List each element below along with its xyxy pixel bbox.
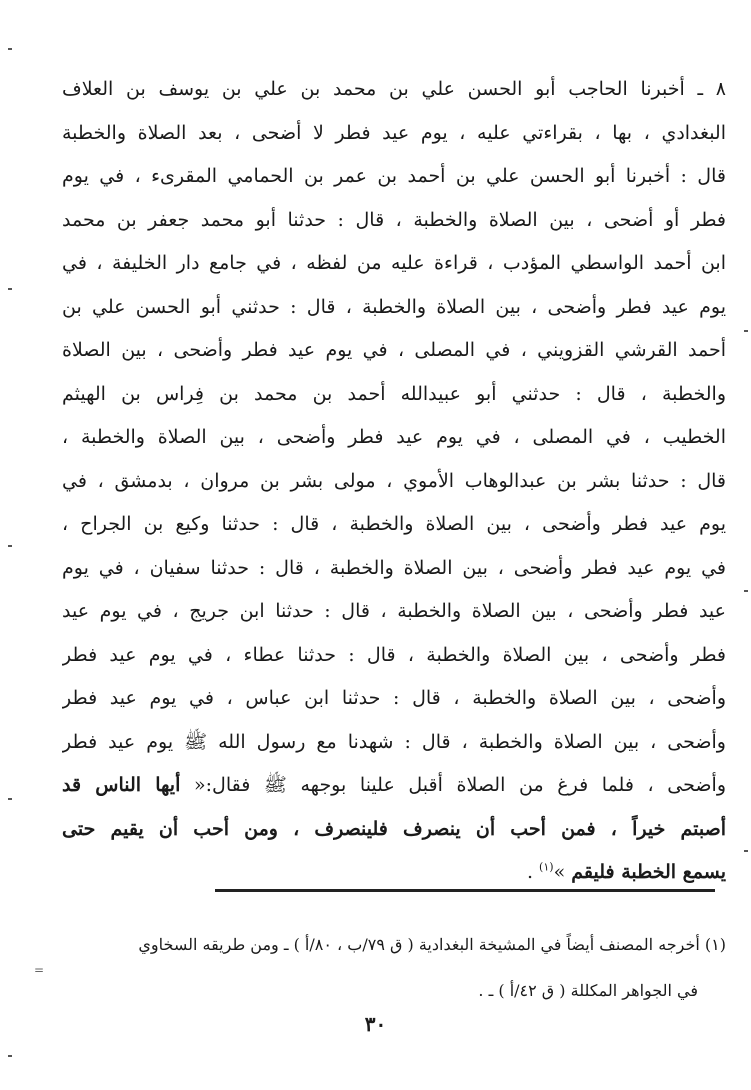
text-line-9: الخطيب ، في المصلى ، في يوم عيد فطر وأضحى ، بين الصلاة والخطبة ، <box>62 426 726 448</box>
text-line-17-plain: وأضحى ، فلما فرغ من الصلاة أقبل علينا بوجهه ﷺ فقال:« <box>180 774 726 796</box>
footnotes <box>62 922 726 1014</box>
text-line-17 <box>62 764 726 808</box>
text-line-15: وأضحى ، بين الصلاة والخطبة ، قال : حدثنا ابن عباس ، في يوم عيد فطر <box>62 687 726 709</box>
text-line-2: البغدادي ، بها ، بقراءتي عليه ، يوم عيد فطر لا أضحى ، بعد الصلاة والخطبة <box>62 121 726 144</box>
text-line-5: ابن أحمد الواسطي المؤدب ، قراءة عليه من لفظه ، في جامع دار الخليفة ، في <box>62 252 726 274</box>
text-line-10: قال : حدثنا بشر بن عبدالوهاب الأموي ، مولى بشر بن مروان ، بدمشق ، في <box>62 469 726 492</box>
text-line-18-bold-a: أصبتم خيراً ، <box>595 817 726 840</box>
page-number: ٣٠ <box>364 1012 387 1036</box>
text-line-18 <box>62 808 726 852</box>
text-line-19 <box>62 851 726 895</box>
text-line-8: والخطبة ، قال : حدثني أبو عبيدالله أحمد بن محمد بن فِراس بن الهيثم <box>62 382 726 405</box>
text-line-19-end: . <box>526 861 540 883</box>
margin-mark <box>744 850 748 852</box>
footnote-separator-rule <box>215 889 715 892</box>
text-line-13: عيد فطر وأضحى ، بين الصلاة والخطبة ، قال : حدثنا ابن جريج ، في يوم عيد <box>62 600 726 622</box>
text-line-17-bold: أيها الناس قد <box>62 774 181 796</box>
text-line-4: فطر أو أضحى ، بين الصلاة والخطبة ، قال : حدثنا أبو محمد جعفر بن محمد <box>62 208 726 231</box>
text-line-19-bold: يسمع الخطبة فليقم <box>571 861 726 883</box>
margin-mark <box>8 798 12 800</box>
text-line-6: يوم عيد فطر وأضحى ، بين الصلاة والخطبة ، قال : حدثني أبو الحسن علي بن <box>62 295 726 318</box>
text-line-7: أحمد القرشي القزويني ، في المصلى ، في يوم عيد فطر وأضحى ، بين الصلاة <box>62 339 726 361</box>
text-line-14: فطر وأضحى ، بين الصلاة والخطبة ، قال : حدثنا عطاء ، في يوم عيد فطر <box>62 643 726 666</box>
text-line-3: قال : أخبرنا أبو الحسن علي بن أحمد بن عمر بن الحمامي المقرىء ، في يوم <box>62 165 726 187</box>
hadith-body-text <box>62 68 726 895</box>
text-line-11: يوم عيد فطر وأضحى ، بين الصلاة والخطبة ، قال : حدثنا وكيع بن الجراح ، <box>62 513 726 535</box>
margin-mark <box>8 545 12 547</box>
margin-mark <box>744 330 748 332</box>
margin-mark <box>8 288 12 290</box>
margin-mark <box>8 1055 12 1057</box>
footnote-line-2: في الجواهر المكللة ( ق ٤٢/أ ) ـ . <box>478 981 698 1000</box>
footnote-line-1: (١) أخرجه المصنف أيضاً في المشيخة البغدادية ( ق ٧٩/ب ، ٨٠/أ ) ـ ومن طريقه السخاوي <box>138 935 726 954</box>
text-line-12: في يوم عيد فطر وأضحى ، بين الصلاة والخطبة ، قال : حدثنا سفيان ، في يوم <box>62 556 726 579</box>
margin-equals-mark: = <box>34 963 45 977</box>
text-line-19-plain: » <box>553 861 572 883</box>
text-line-18-bold-b: فمن أحب أن ينصرف فلينصرف ، ومن أحب أن يقيم حتى <box>62 817 596 840</box>
margin-mark <box>744 590 748 592</box>
text-line-16: وأضحى ، بين الصلاة والخطبة ، قال : شهدنا مع رسول الله ﷺ يوم عيد فطر <box>62 730 726 753</box>
text-line-1: ٨ ـ أخبرنا الحاجب أبو الحسن علي بن محمد بن علي بن يوسف بن العلاف <box>62 78 726 100</box>
margin-mark <box>8 48 12 50</box>
footnote-reference: (١) <box>539 860 554 874</box>
